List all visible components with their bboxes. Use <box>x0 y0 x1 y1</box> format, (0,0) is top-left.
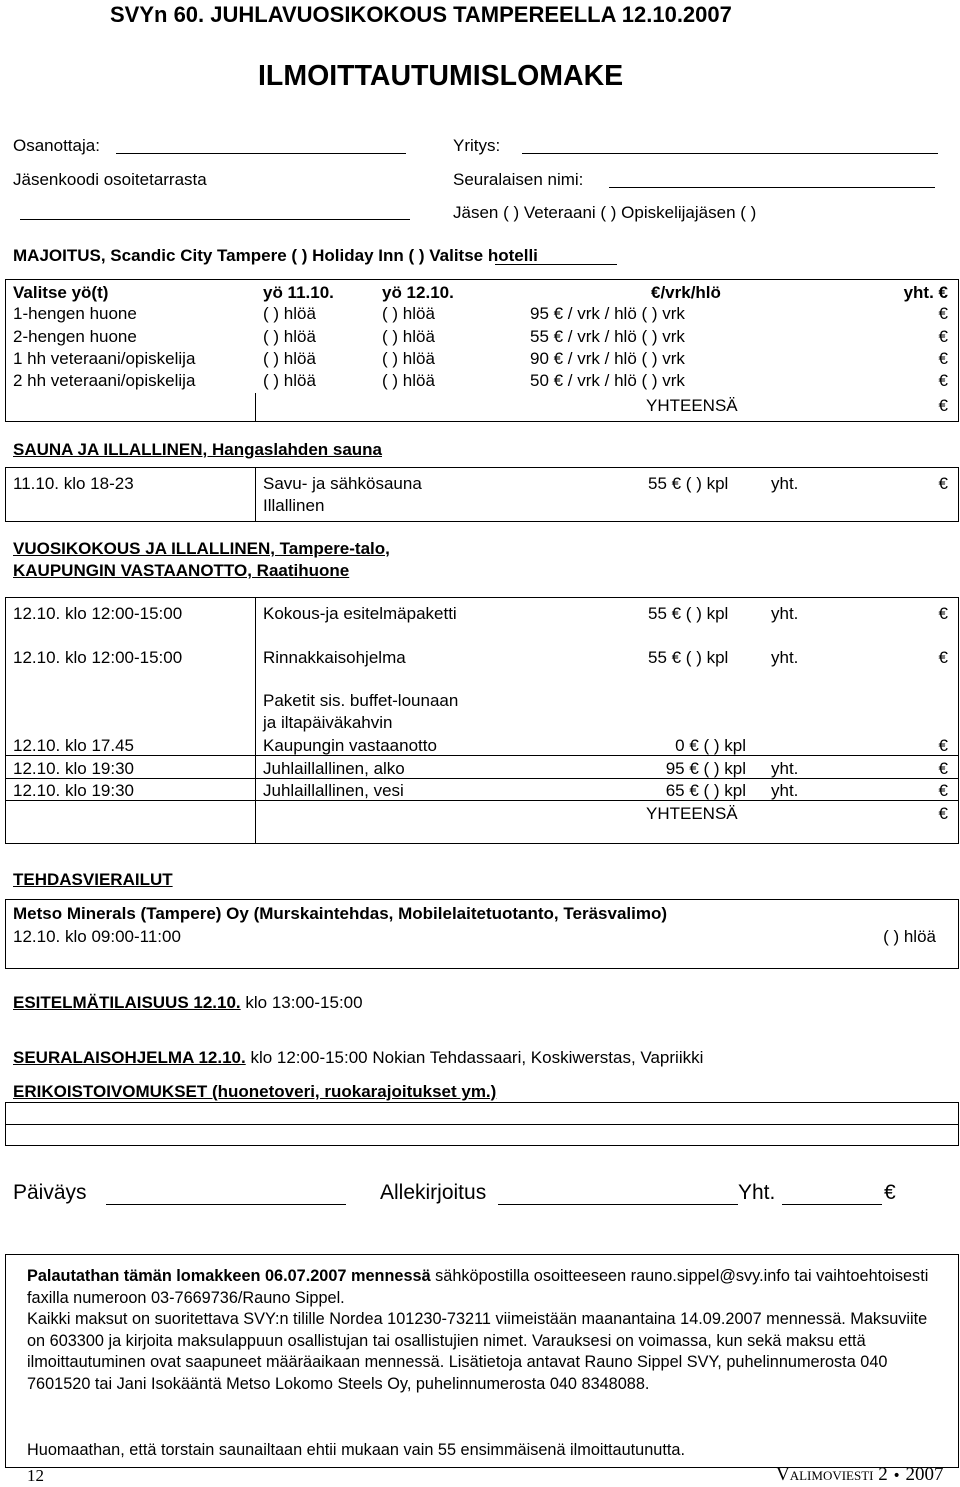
instructions-text <box>27 1266 942 1396</box>
package-note: Paketit sis. buffet-lounaan <box>263 691 459 710</box>
event-price[interactable]: 95 € ( ) kpl <box>665 759 746 778</box>
page-number: 12 <box>27 1466 44 1485</box>
event-desc: Juhlaillallinen, alko <box>263 759 405 778</box>
persons-1110[interactable]: ( ) hlöä <box>263 371 316 390</box>
accommodation-heading: MAJOITUS, Scandic City Tampere ( ) Holiday Inn ( ) Valitse hotelli <box>13 246 538 265</box>
date-field[interactable] <box>106 1204 346 1205</box>
package-note-2: ja iltapäiväkahvin <box>263 713 393 732</box>
factory-count[interactable]: ( ) hlöä <box>883 927 936 946</box>
companion-program-text: klo 12:00-15:00 Nokian Tehdassaari, Koskiwerstas, Vapriikki <box>245 1048 704 1067</box>
event-time: 12.10. klo 17.45 <box>13 736 134 755</box>
euro-total: € <box>938 371 948 390</box>
meeting-time: 12.10. klo 12:00-15:00 <box>13 604 183 623</box>
sauna-box <box>5 467 959 522</box>
meeting-euro: € <box>938 604 948 623</box>
meeting-total-label: YHTEENSÄ <box>646 804 738 823</box>
meeting-price[interactable]: 55 € ( ) kpl <box>648 604 729 623</box>
member-code-label: Jäsenkoodi osoitetarrasta <box>13 170 207 189</box>
membership-options[interactable]: Jäsen ( ) Veteraani ( ) Opiskelijajäsen ( ) <box>453 203 757 222</box>
publication-name: Valimoviesti 2 <box>776 1464 888 1485</box>
deadline-text: Palautathan tämän lomakkeen 06.07.2007 mennessä <box>27 1267 431 1285</box>
meeting-total-euro: € <box>938 804 948 823</box>
participant-label: Osanottaja: <box>13 136 100 155</box>
meeting-line-1 <box>5 755 959 756</box>
event-yht: yht. <box>771 759 799 778</box>
persons-1110[interactable]: ( ) hlöä <box>263 304 316 323</box>
meeting-desc: Kokous-ja esitelmäpaketti <box>263 604 457 623</box>
factory-heading: TEHDASVIERAILUT <box>13 870 173 889</box>
persons-1210[interactable]: ( ) hlöä <box>382 304 435 323</box>
date-label: Päiväys <box>13 1181 87 1204</box>
event-euro: € <box>938 736 948 755</box>
meeting-box <box>5 597 959 844</box>
companion-program-heading: SEURALAISOHJELMA 12.10. <box>13 1048 246 1067</box>
company-field[interactable] <box>522 153 938 154</box>
parallel-yht: yht. <box>771 648 799 667</box>
sauna-euro: € <box>938 474 948 493</box>
persons-1210[interactable]: ( ) hlöä <box>382 327 435 346</box>
persons-1210[interactable]: ( ) hlöä <box>382 349 435 368</box>
event-euro: € <box>938 781 948 800</box>
meeting-yht: yht. <box>771 604 799 623</box>
publication-year: 2007 <box>905 1464 944 1485</box>
companion-label: Seuralaisen nimi: <box>453 170 584 189</box>
col-1210: yö 12.10. <box>382 283 454 302</box>
accommodation-total-euro: € <box>938 396 948 415</box>
member-code-field[interactable] <box>20 219 410 220</box>
signature-field[interactable] <box>498 1204 738 1205</box>
signature-label: Allekirjoitus <box>380 1181 487 1204</box>
meeting-line-3 <box>5 800 959 801</box>
room-type: 1 hh veteraani/opiskelija <box>13 349 196 368</box>
sauna-desc: Savu- ja sähkösauna <box>263 474 422 493</box>
factory-time: 12.10. klo 09:00-11:00 <box>13 927 181 946</box>
meeting-heading: VUOSIKOKOUS JA ILLALLINEN, Tampere-talo, <box>13 539 390 558</box>
special-requests-divider <box>5 1124 959 1125</box>
col-1110: yö 11.10. <box>263 283 334 302</box>
document-title: SVYn 60. JUHLAVUOSIKOKOUS TAMPEREELLA 12.10.2007 <box>110 2 732 27</box>
meeting-divider <box>255 597 256 844</box>
room-type: 2 hh veteraani/opiskelija <box>13 371 196 390</box>
euro-total: € <box>938 349 948 368</box>
persons-1210[interactable]: ( ) hlöä <box>382 371 435 390</box>
parallel-desc: Rinnakkaisohjelma <box>263 648 406 667</box>
persons-1110[interactable]: ( ) hlöä <box>263 327 316 346</box>
parallel-euro: € <box>938 648 948 667</box>
sauna-divider <box>255 467 256 522</box>
event-desc: Juhlaillallinen, vesi <box>263 781 404 800</box>
form-title: ILMOITTAUTUMISLOMAKE <box>258 60 624 92</box>
sauna-dinner: Illallinen <box>263 496 325 515</box>
sauna-price[interactable]: 55 € ( ) kpl <box>648 474 729 493</box>
participant-field[interactable] <box>116 153 406 154</box>
return-instructions: sähköpostilla osoitteeseen rauno.sippel@svy.info tai vaihtoehtoisesti faxilla numeroon 03-7669736/Rauno Sippel. <box>27 1267 929 1307</box>
parallel-time: 12.10. klo 12:00-15:00 <box>13 648 183 667</box>
special-requests-heading: ERIKOISTOIVOMUKSET (huonetoveri, ruokarajoitukset ym.) <box>13 1082 497 1101</box>
accommodation-total-label: YHTEENSÄ <box>646 396 738 415</box>
room-price[interactable]: 95 € / vrk / hlö ( ) vrk <box>530 304 685 323</box>
col-price: €/vrk/hlö <box>651 283 721 302</box>
event-price[interactable]: 65 € ( ) kpl <box>665 781 746 800</box>
total-label: Yht. <box>738 1181 776 1204</box>
event-yht: yht. <box>771 781 799 800</box>
sauna-heading: SAUNA JA ILLALLINEN, Hangaslahden sauna <box>13 440 383 459</box>
room-type: 2-hengen huone <box>13 327 137 346</box>
euro-total: € <box>938 304 948 323</box>
persons-1110[interactable]: ( ) hlöä <box>263 349 316 368</box>
col-total: yht. € <box>903 283 948 302</box>
companion-program-row <box>13 1048 703 1068</box>
sauna-note: Huomaathan, että torstain saunailtaan ehtii mukaan vain 55 ensimmäisenä ilmoittautunutta. <box>27 1441 685 1459</box>
room-price[interactable]: 55 € / vrk / hlö ( ) vrk <box>530 327 685 346</box>
event-time: 12.10. klo 19:30 <box>13 781 134 800</box>
room-price[interactable]: 90 € / vrk / hlö ( ) vrk <box>530 349 685 368</box>
room-type: 1-hengen huone <box>13 304 137 323</box>
lecture-time: klo 13:00-15:00 <box>240 993 363 1012</box>
meeting-heading-2: KAUPUNGIN VASTAANOTTO, Raatihuone <box>13 561 350 580</box>
lecture-row <box>13 993 363 1013</box>
lecture-heading: ESITELMÄTILAISUUS 12.10. <box>13 993 241 1012</box>
event-desc: Kaupungin vastaanotto <box>263 736 437 755</box>
meeting-line-2 <box>5 778 959 779</box>
event-euro: € <box>938 759 948 778</box>
sauna-yht: yht. <box>771 474 799 493</box>
sauna-time: 11.10. klo 18-23 <box>13 474 134 493</box>
event-time: 12.10. klo 19:30 <box>13 759 134 778</box>
total-euro: € <box>884 1181 896 1204</box>
factory-company: Metso Minerals (Tampere) Oy (Murskaintehdas, Mobilelaitetuotanto, Teräsvalimo) <box>13 904 668 923</box>
publication-footer <box>776 1464 943 1486</box>
payment-instructions: Kaikki maksut on suoritettava SVY:n tilille Nordea 101230-73211 viimeistään maanantaina 14.09.2007 mennessä. Maksuviite on 603300 ja kirjoita maksulappuun osallistujan tai osallistujien nimet. Varauksesi on voimassa, kun sekä maksu että ilmoittautuminen ovat saapuneet määräaikaan mennessä. Lisätietoja antavat Rauno Sippel SVY, puhelinnumerosta 040 7601520 tai Jani Isokääntä Metso Lokomo Steels Oy, puhelinnumerosta 040 8348088. <box>27 1310 928 1393</box>
parallel-price[interactable]: 55 € ( ) kpl <box>648 648 729 667</box>
euro-total: € <box>938 327 948 346</box>
room-price[interactable]: 50 € / vrk / hlö ( ) vrk <box>530 371 685 390</box>
accommodation-divider <box>255 393 256 422</box>
bullet: • <box>892 1468 901 1484</box>
company-label: Yritys: <box>453 136 501 155</box>
companion-field[interactable] <box>609 187 935 188</box>
col-night: Valitse yö(t) <box>13 283 109 302</box>
accommodation-heading-underline <box>495 264 617 265</box>
total-field[interactable] <box>782 1204 882 1205</box>
event-price[interactable]: 0 € ( ) kpl <box>675 736 746 755</box>
